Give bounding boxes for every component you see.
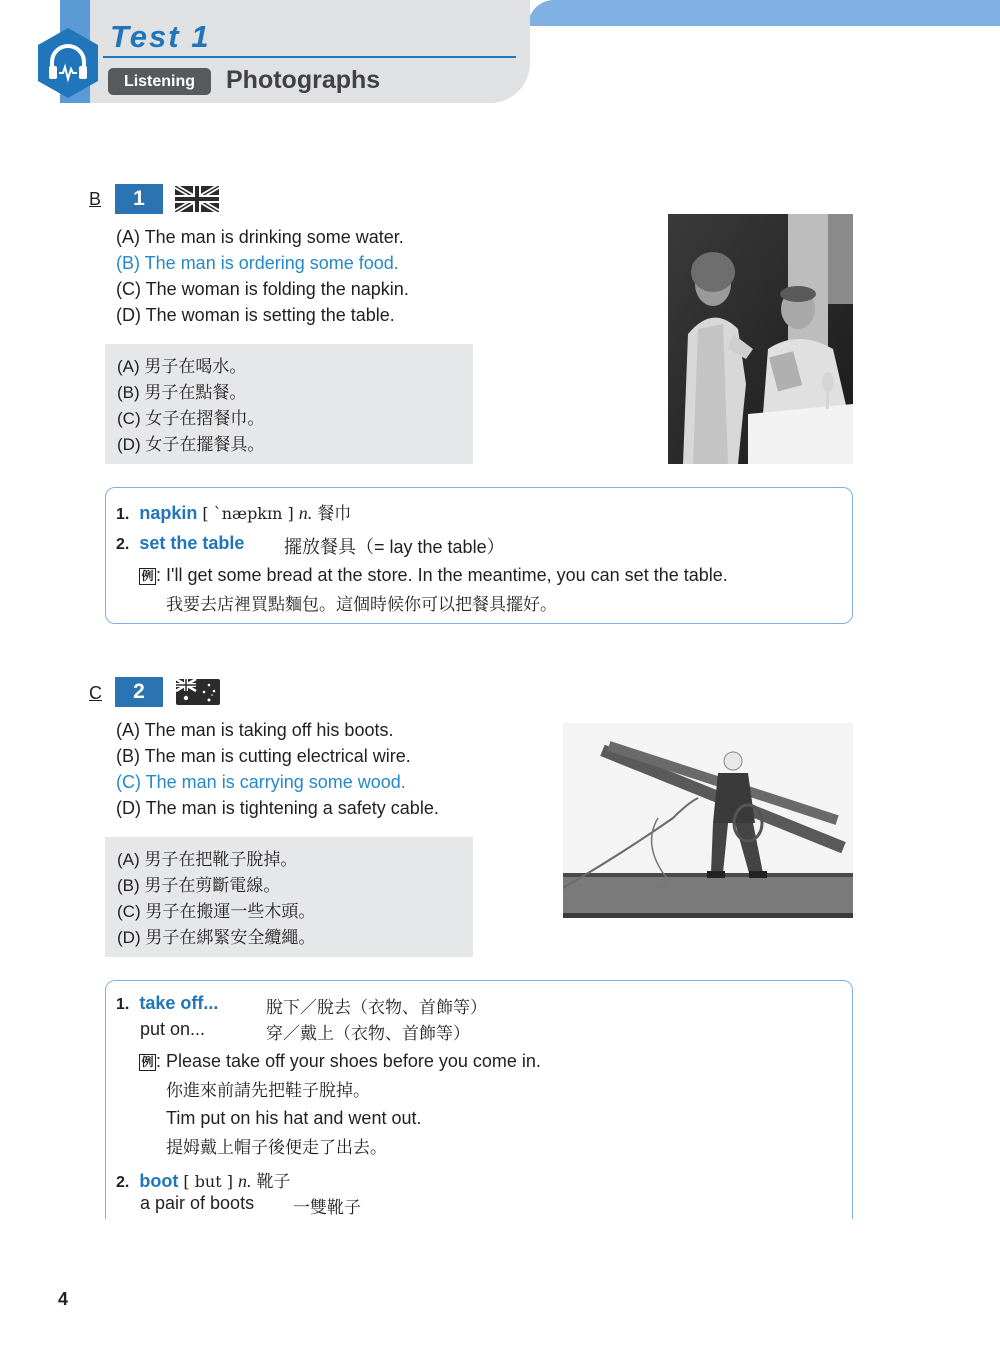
answer-letter: B — [89, 189, 102, 209]
example-mark: 例 — [139, 1054, 156, 1071]
translation-box — [105, 344, 473, 464]
example-chinese-2: 提姆戴上帽子後便走了出去。 — [166, 1138, 387, 1157]
option-d: (D) The woman is setting the table. — [116, 305, 395, 325]
translation-a: (A) 男子在把靴子脫掉。 — [117, 850, 298, 869]
vocab-meaning: 擺放餐具（= lay the table） — [284, 537, 505, 557]
translation-b: (B) 男子在點餐。 — [117, 383, 247, 402]
translation-c: (C) 女子在摺餐巾。 — [117, 409, 265, 428]
options-list — [116, 224, 409, 328]
option-b-correct: (B) The man is ordering some food. — [116, 253, 399, 273]
question-number: 1 — [115, 184, 163, 214]
title-underline — [103, 56, 516, 58]
option-d: (D) The man is tightening a safety cable. — [116, 798, 439, 818]
question-number: 2 — [115, 677, 163, 707]
headphones-icon — [36, 26, 100, 100]
example-sentence — [139, 565, 728, 586]
vocab-phrase-meaning: 一雙靴子 — [293, 1198, 361, 1217]
vocab-related-meaning: 穿／戴上（衣物、首飾等） — [266, 1024, 470, 1043]
vocab-number: 2. — [116, 1174, 130, 1191]
translation-c: (C) 男子在搬運一些木頭。 — [117, 902, 316, 921]
options-list — [116, 717, 439, 821]
example-english-2: Tim put on his hat and went out. — [166, 1108, 422, 1128]
vocab-number: 2. — [116, 536, 130, 553]
section-name: Photographs — [226, 66, 381, 94]
construction-worker-photo — [563, 723, 853, 918]
vocab-meaning: 靴子 — [256, 1172, 291, 1191]
vocab-term: boot — [139, 1171, 179, 1191]
header-accent-bar — [528, 0, 1000, 26]
vocab-meaning: 脫下／脫去（衣物、首飾等） — [266, 998, 487, 1017]
answer-letter: C — [89, 683, 102, 703]
option-a: (A) The man is drinking some water. — [116, 227, 404, 247]
example-chinese: 你進來前請先把鞋子脫掉。 — [166, 1081, 370, 1100]
option-b: (B) The man is cutting electrical wire. — [116, 746, 411, 766]
translation-d: (D) 男子在綁緊安全纜繩。 — [117, 928, 316, 947]
vocab-phrase: a pair of boots — [140, 1193, 255, 1213]
vocab-related-term: put on... — [140, 1019, 206, 1039]
section-tag: Listening — [108, 68, 211, 95]
vocab-number: 1. — [116, 506, 130, 523]
vocab-part-of-speech: n. — [238, 1171, 252, 1191]
example-mark: 例 — [139, 568, 156, 585]
example-english: : I'll get some bread at the store. In the meantime, you can set the table. — [156, 565, 728, 585]
example-sentence — [139, 1051, 541, 1072]
vocab-term: take off... — [139, 993, 219, 1013]
vocab-item-napkin — [116, 499, 351, 524]
option-c: (C) The woman is folding the napkin. — [116, 279, 409, 299]
vocab-part-of-speech: n. — [298, 503, 313, 523]
vocab-phonetic: [ ˋnæpkɪn ] — [202, 504, 294, 523]
translation-a: (A) 男子在喝水。 — [117, 357, 247, 376]
vocab-term: set the table — [139, 533, 245, 553]
example-chinese: 我要去店裡買點麵包。這個時候你可以把餐具擺好。 — [166, 595, 557, 614]
translation-b: (B) 男子在剪斷電線。 — [117, 876, 281, 895]
vocab-item-boot — [116, 1167, 291, 1192]
vocab-item-set-the-table — [116, 533, 244, 554]
page-number: 4 — [58, 1289, 69, 1309]
translation-d: (D) 女子在擺餐具。 — [117, 435, 265, 454]
option-c-correct: (C) The man is carrying some wood. — [116, 772, 406, 792]
option-a: (A) The man is taking off his boots. — [116, 720, 394, 740]
uk-flag-icon — [175, 186, 219, 212]
example-english: : Please take off your shoes before you come in. — [156, 1051, 541, 1071]
vocab-phonetic: [ but ] — [183, 1172, 233, 1191]
vocab-meaning: 餐巾 — [317, 504, 352, 523]
translation-box — [105, 837, 473, 957]
vocab-item-take-off — [116, 993, 218, 1014]
australia-flag-icon — [176, 679, 220, 705]
vocab-number: 1. — [116, 996, 130, 1013]
vocab-term: napkin — [139, 503, 198, 523]
test-title: Test 1 — [110, 19, 211, 54]
restaurant-photo — [668, 214, 853, 464]
